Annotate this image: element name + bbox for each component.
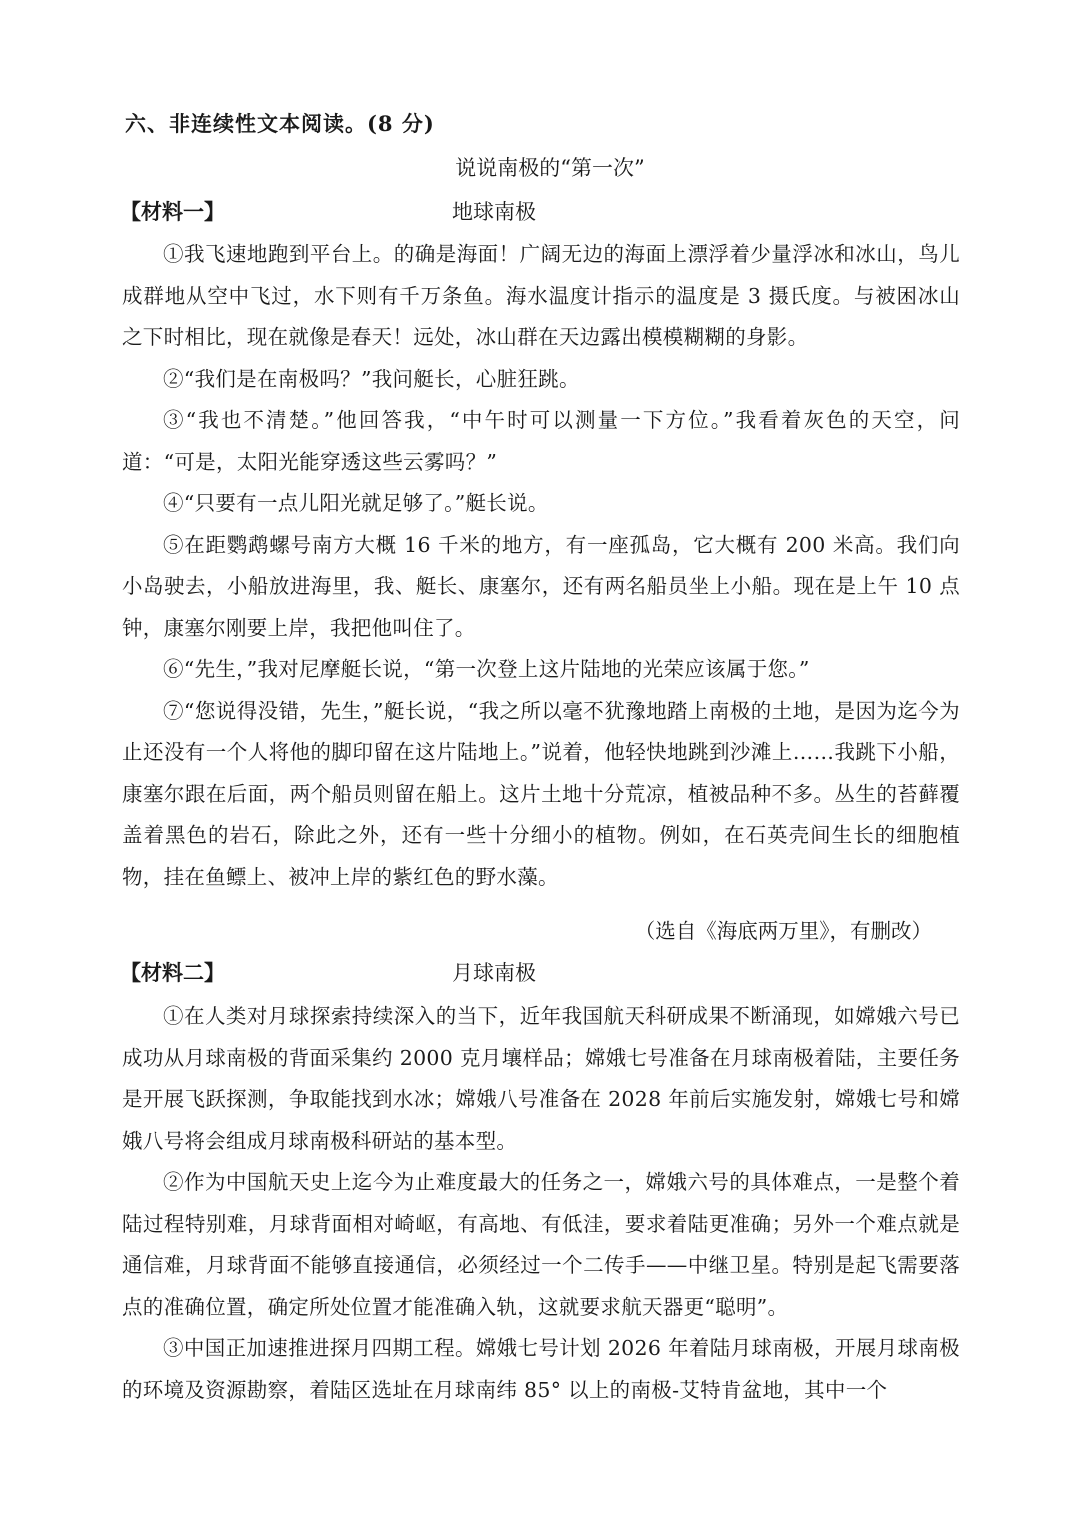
material2-paragraph-3: ③中国正加速推进探月四期工程。嫦娥七号计划 2026 年着陆月球南极，开展月球南极的环境及资源勘察，着陆区选址在月球南纬 85° 以上的南极-艾特肯盆地，其中一个: [122, 1336, 960, 1402]
material2-header: [120, 957, 960, 991]
material1-body: [122, 234, 960, 898]
material1-paragraph-3: ③“我也不清楚。”他回答我，“中午时可以测量一下方位。”我看着灰色的天空，问道：“可是，太阳光能穿透这些云雾吗？”: [122, 408, 960, 474]
material1-paragraph-1: ①我飞速地跑到平台上。的确是海面！广阔无边的海面上漂浮着少量浮冰和冰山，鸟儿成群地从空中飞过，水下则有千万条鱼。海水温度计指示的温度是 3 摄氏度。与被困冰山之下时相比，现在就像是春天！远处，冰山群在天边露出模模糊糊的身影。: [122, 242, 960, 349]
section-heading: 六、非连续性文本阅读。(8 分): [125, 111, 435, 136]
material2-paragraph-1: ①在人类对月球探索持续深入的当下，近年我国航天科研成果不断涌现，如嫦娥六号已成功从月球南极的背面采集约 2000 克月壤样品；嫦娥七号准备在月球南极着陆，主要任务是开展飞跃探测，争取能找到水冰；嫦娥八号准备在 2028 年前后实施发射，嫦娥七号和嫦娥八号将会组成月球南极科研站的基本型。: [122, 1004, 960, 1153]
material1-label: 【材料一】: [120, 199, 225, 224]
material1-paragraph-4: ④“只要有一点儿阳光就足够了。”艇长说。: [163, 491, 549, 515]
material1-paragraph-2: ②“我们是在南极吗？”我问艇长，心脏狂跳。: [163, 366, 580, 391]
material2-body: [122, 996, 960, 1411]
material1-paragraph-5: ⑤在距鹦鹉螺号南方大概 16 千米的地方，有一座孤岛，它大概有 200 米高。我们向小岛驶去，小船放进海里，我、艇长、康塞尔，还有两名船员坐上小船。现在是上午 10 点钟，康塞尔刚要上岸，我把他叫住了。: [122, 532, 960, 640]
material1-paragraph-7: ⑦“您说得没错，先生，”艇长说，“我之所以毫不犹豫地踏上南极的土地，是因为迄今为止还没有一个人将他的脚印留在这片陆地上。”说着，他轻快地跳到沙滩上……我跳下小船，康塞尔跟在后面，两个船员则留在船上。这片土地十分荒凉，植被品种不多。丛生的苔藓覆盖着黑色的岩石，除此之外，还有一些十分细小的植物。例如，在石英壳间生长的细胞植物，挂在鱼鳔上、被冲上岸的紫红色的野水藻。: [122, 698, 960, 889]
material2-label: 【材料二】: [120, 960, 225, 985]
material1-paragraph-6: ⑥“先生，”我对尼摩艇长说，“第一次登上这片陆地的光荣应该属于您。”: [163, 657, 810, 681]
material1-title: 地球南极: [452, 200, 536, 224]
material2-title: 月球南极: [452, 961, 536, 985]
material1-header: [120, 196, 960, 230]
main-title: 说说南极的“第一次”: [455, 156, 645, 180]
material2-paragraph-2: ②作为中国航天史上迄今为止难度最大的任务之一，嫦娥六号的具体难点，一是整个着陆过程特别难，月球背面相对崎岖，有高地、有低洼，要求着陆更准确；另外一个难点就是通信难，月球背面不能够直接通信，必须经过一个二传手——中继卫星。特别是起飞需要落点的准确位置，确定所处位置才能准确入轨，这就要求航天器更“聪明”。: [122, 1170, 960, 1319]
material1-source: （选自《海底两万里》，有删改）: [634, 919, 932, 943]
